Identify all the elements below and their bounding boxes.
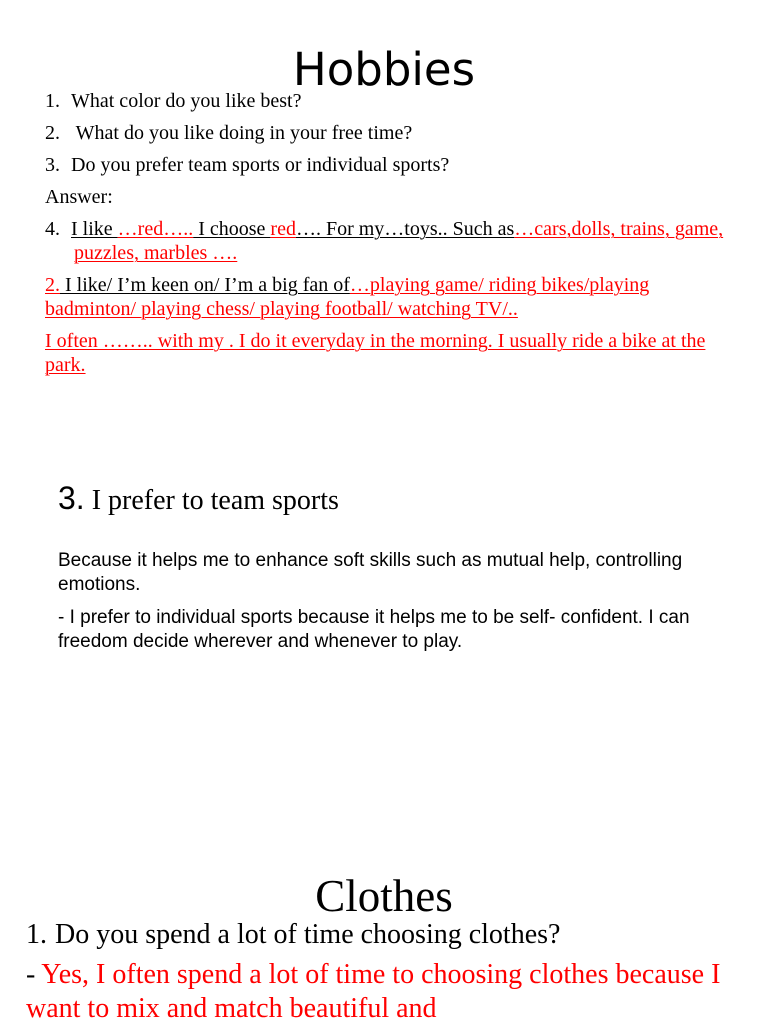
clothes-answer-text: Yes, I often spend a lot of time to choosing clothes because I want to mix and match beautiful and: [26, 959, 721, 1024]
sports-heading-number: 3.: [58, 480, 85, 516]
clothes-answer: [26, 958, 726, 1026]
answer-2-number: 2.: [45, 274, 60, 296]
question-3-text: Do you prefer team sports or individual sports?: [71, 154, 450, 176]
sports-reasons: [58, 549, 738, 654]
answer-2: [45, 273, 745, 321]
answer-4-color-word: red: [270, 218, 296, 240]
clothes-answer-dash: -: [26, 959, 42, 990]
question-1-number: 1.: [45, 90, 60, 112]
clothes-title: Clothes: [315, 871, 453, 921]
question-1-text: What color do you like best?: [71, 90, 302, 112]
hobbies-question-list: [45, 89, 745, 377]
clothes-question-text: Do you spend a lot of time choosing clothes?: [55, 919, 561, 950]
answer-4-text-2: I choose: [193, 218, 271, 240]
clothes-question-number: 1.: [26, 919, 47, 950]
question-3-number: 3.: [45, 154, 60, 176]
answer-4-number: 4.: [45, 218, 60, 240]
question-3: [45, 153, 745, 177]
question-2: [45, 121, 745, 145]
answer-4-text-3: …. For my…toys.. Such as: [295, 218, 515, 240]
question-2-number: 2.: [45, 122, 60, 144]
team-sports-reason: Because it helps me to enhance soft skills such as mutual help, controlling emotions.: [58, 550, 683, 595]
hobbies-title: Hobbies: [292, 43, 476, 96]
answer-4-text-1: I like: [71, 218, 118, 240]
answer-label: Answer:: [45, 186, 113, 208]
sports-heading: [58, 478, 339, 521]
answer-4-color-fill: …red…..: [117, 218, 194, 240]
answer-4: [45, 217, 742, 265]
answer-2-activity-list: …playing game/ riding bikes/playing badminton/ playing chess/ playing football/ watching TV/..: [45, 274, 650, 320]
sports-heading-text: I prefer to team sports: [84, 485, 339, 516]
answer-4-toy-list: …cars,dolls, trains, game, puzzles, marbles ….: [74, 218, 724, 264]
clothes-question: [26, 918, 746, 952]
answer-2-text: I like/ I’m keen on/ I’m a big fan of: [60, 274, 350, 296]
question-1: [45, 89, 745, 113]
answer-often: I often …….. with my . I do it everyday in the morning. I usually ride a bike at the park.: [45, 330, 706, 376]
question-2-text: What do you like doing in your free time?: [71, 122, 413, 144]
individual-sports-reason: - I prefer to individual sports because it helps me to be self- confident. I can freedom decide wherever and whenever to play.: [58, 607, 690, 652]
